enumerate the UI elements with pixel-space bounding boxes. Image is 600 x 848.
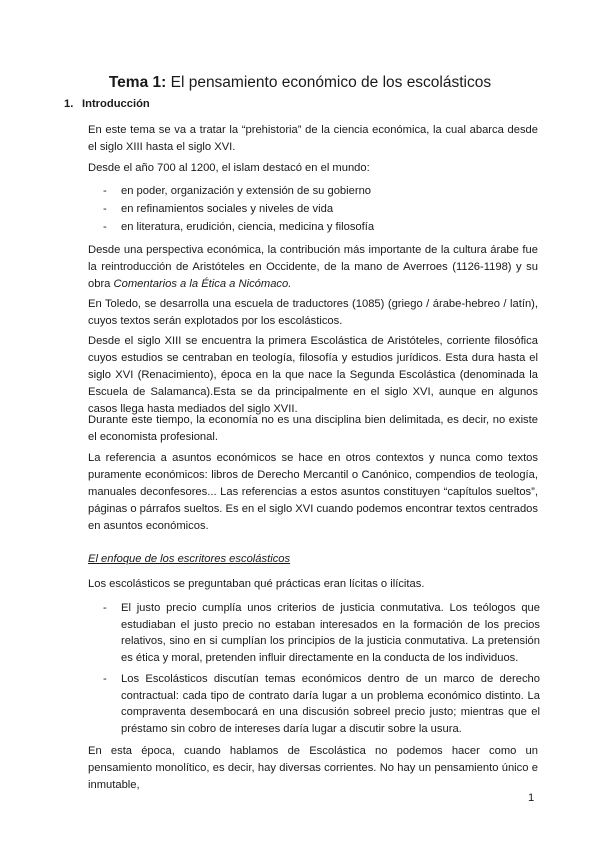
work-title: Comentarios a la Ética a Nicómaco.: [113, 278, 292, 290]
list-item-text: en literatura, erudición, ciencia, medicina y filosofía: [121, 221, 375, 233]
list-item: [103, 219, 374, 236]
paragraph-scholastic: Desde el siglo XIII se encuentra la primera Escolástica de Aristóteles, corriente filosófica cuyos estudios se centraban en teología, filosofía y estudios jurídicos. Esta dura hasta el siglo XVI (Renacimiento), época en la que nace la Segunda Escolástica (denominada la Escuela de Salamanca).Esta se da principalmente en el siglo XVI, aunque en algunos casos llega hasta mediados del siglo XVII.: [88, 335, 538, 415]
subheading: El enfoque de los escritores escolásticos: [88, 553, 291, 565]
paragraph-era: En esta época, cuando hablamos de Escolástica no podemos hacer como un pensamiento monolítico, es decir, hay diversas corrientes. No hay un pensamiento único e inmutable,: [88, 745, 538, 791]
title-prefix: Tema 1:: [108, 74, 167, 91]
bullet-dash: -: [103, 221, 107, 233]
paragraph-discipline: Durante este tiempo, la economía no es una disciplina bien delimitada, es decir, no existe el economista profesional.: [88, 414, 538, 443]
paragraph-perspective-text: Desde una perspectiva económica, la contribución más importante de la cultura árabe fue la reintroducción de Aristóteles en Occidente, de la mano de Averroes (1126-1198) y su obra: [88, 244, 538, 290]
list-item-text: en poder, organización y extensión de su gobierno: [121, 185, 372, 197]
section-number: 1.: [64, 98, 74, 110]
page-number: 1: [528, 792, 535, 804]
paragraph-intro: En este tema se va a tratar la “prehistoria” de la ciencia económica, la cual abarca desde el siglo XIII hasta el siglo XVI.: [88, 124, 538, 153]
bullet-dash: -: [103, 185, 107, 197]
list-item-text: en refinamientos sociales y niveles de vida: [121, 203, 334, 215]
list-item: [103, 671, 540, 737]
section-label: Introducción: [82, 98, 150, 110]
page-title: [0, 73, 600, 93]
paragraph-islam: Desde el año 700 al 1200, el islam destacó en el mundo:: [88, 162, 370, 174]
list-item-text: Los Escolásticos discutían temas económicos dentro de un marco de derecho contractual: cada tipo de contrato daría lugar a un problema económico distinto. La compraventa desembocará en una discusión sobreel precio justo; mientras que el préstamo sin cobro de intereses daría lugar a discutir sobre la usura.: [121, 673, 540, 735]
title-text: El pensamiento económico de los escolásticos: [170, 74, 492, 91]
bullet-dash: -: [103, 203, 107, 215]
bullet-dash: -: [103, 673, 107, 685]
paragraph-toledo: En Toledo, se desarrolla una escuela de traductores (1085) (griego / árabe-hebreo / latín), cuyos textos serán explotados por los escolásticos.: [88, 298, 538, 327]
list-item: [103, 600, 540, 666]
paragraph-perspective: [88, 242, 538, 293]
list-item: [103, 183, 371, 200]
paragraph-references: La referencia a asuntos económicos se hace en otros contextos y nunca como textos puramente económicos: libros de Derecho Mercantil o Canónico, compendios de teología, manuales deconfesores... Las referencias a estos asuntos constituyen “capítulos sueltos”, páginas o párrafos sueltos. Es en el siglo XVI cuando podemos encontrar textos centrados en asuntos económicos.: [88, 452, 538, 532]
section-heading: [64, 97, 150, 111]
list-item: [103, 201, 333, 218]
list-item-text: El justo precio cumplía unos criterios de justicia conmutativa. Los teólogos que estudiaban el justo precio no estaban interesados en la formación de los precios relativos, sino en si cumplían los principios de la justicia conmutativa. La pretensión es ética y moral, pretenden influir directamente en la conducta de los individuos.: [121, 602, 540, 664]
paragraph-licit: Los escolásticos se preguntaban qué prácticas eran lícitas o ilícitas.: [88, 578, 425, 590]
bullet-dash: -: [103, 602, 107, 614]
